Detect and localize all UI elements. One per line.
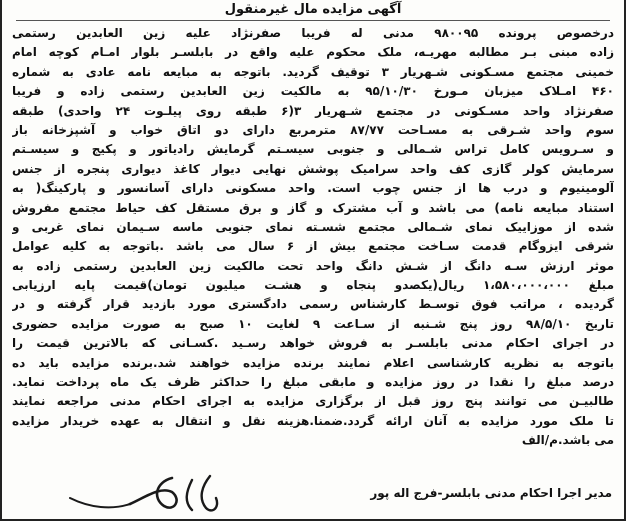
signatory: مدیر اجرا احکام مدنی بابلسر-فرج اله پور	[370, 486, 612, 500]
handwritten-signature	[60, 468, 230, 518]
notice-line: استناد مبایعه نامه) می باشد و آب مشترک و گاز و برق مستقل کف حیاط مجتمع مفروش	[12, 200, 614, 215]
notice-line: سرمایش کولر گازی کف واحد سرامیک پوشش نهایی دیوار کاغذ دیواری پنجره از جنس	[12, 161, 614, 176]
notice-line: درصد مبلغ را نقدا در روز مزایده و مابقی مبلغ را حداکثر ظرف یک ماه پرداخت نماید.	[12, 375, 614, 390]
notice-line: موثر ارزش سـه دانگ از شـش دانگ واحد تحت مالکیت زین العابدین رستمی زاده به	[12, 258, 614, 273]
notice-line: گردیده ، مراتب فوق توسـط کارشناس رسمی دادگستری مورد بازدید قرار گرفته و در	[12, 297, 614, 312]
notice-line: در اجرای احکام مدنی بابلسـر به فروش خواهد رسـید .کسـانی که بالاترین قیمت را	[12, 336, 614, 351]
notice-line: تاریخ ۹۸/۵/۱۰ روز پنج شـنبه از سـاعت ۹ لغایت ۱۰ صبح به صورت مزایده حضوری	[12, 316, 614, 331]
notice-line: زاده مبنی بـر مطالبه مهریـه، ملک محکوم علیه واقع در بابلسـر بلوار امـام کوچه امام	[12, 45, 614, 60]
notice-line: شده از موزاییک نمای شـمالی مجتمع شسـته نمای جنوبی ماسه سـیمان نمای غربی و	[12, 219, 614, 234]
title-divider	[16, 20, 610, 21]
notice-line: خمینی مجتمع مسـکونی شـهریار ۳ توقیف گردید. باتوجه به مبایعه نامه عادی به شماره	[12, 64, 614, 79]
notice-line: مبلغ ۱،۵۸۰،۰۰۰،۰۰۰ ریال(یکصدو پنجاه و هشـت میلیون تومان)قیمت پایه ارزیابی	[12, 278, 614, 293]
notice-line: باتوجه به نظریه کارشناسی اعلام نمایند برنده مزایده خواهند شد.برنده مزایده باید ده	[12, 355, 614, 370]
notice-line: شرقی ایزوگام قدمت سـاخت مجتمع بیش از ۶ سال می باشد .باتوجه به کلیه عوامل	[12, 239, 614, 254]
notice-title: آگهی مزایده مال غیرمنقول	[224, 2, 402, 17]
notice-line: صفرنژاد واحد مسـکونی در مجتمع شـهریار ۳(۶ طبقه روی پیلـوت ۲۴ واحدی) طبقه	[12, 103, 614, 118]
notice-line-reference: می باشد.م/الف	[521, 433, 614, 448]
notice-line: درخصوص پرونده ۹۸۰۰۹۵ مدنی له فریبا صفرنژاد علیه زین العابدین رستمی	[12, 26, 614, 40]
notice-body	[12, 24, 614, 451]
notice-line: و سـرویس کامل تراس شـمالی و جنوبی سیسـتم گرمایش رادیاتور و پکیج و سیسـتم	[12, 142, 614, 157]
notice-line: سوم واحد شـرقی به مسـاحت ۸۷/۷۷ مترمربع دارای دو اتاق خواب و آشپزخانه باز	[12, 122, 614, 137]
notice-line: ۴۶۰ امـلاک میزبان مـورخ ۹۵/۱۰/۳۰ به مالکیت زین العابدین رستمی زاده و فریبا	[12, 84, 614, 99]
notice-line: طالبیـن می توانند پنج روز قبل از برگزاری مزایده به اجرای احکام مدنی مراجعه نمایند	[12, 394, 614, 409]
notice-line: آلومینیوم و درب ها از جنس چوب است. واحد مسکونی دارای آسانسور و پارکینگ( به	[12, 181, 614, 196]
notice-line: تا ملک مورد مزایده به آنان ارائه گردد.ضمنا.هزینه نقل و انتقال به عهده خریدار مزایده	[12, 413, 614, 428]
